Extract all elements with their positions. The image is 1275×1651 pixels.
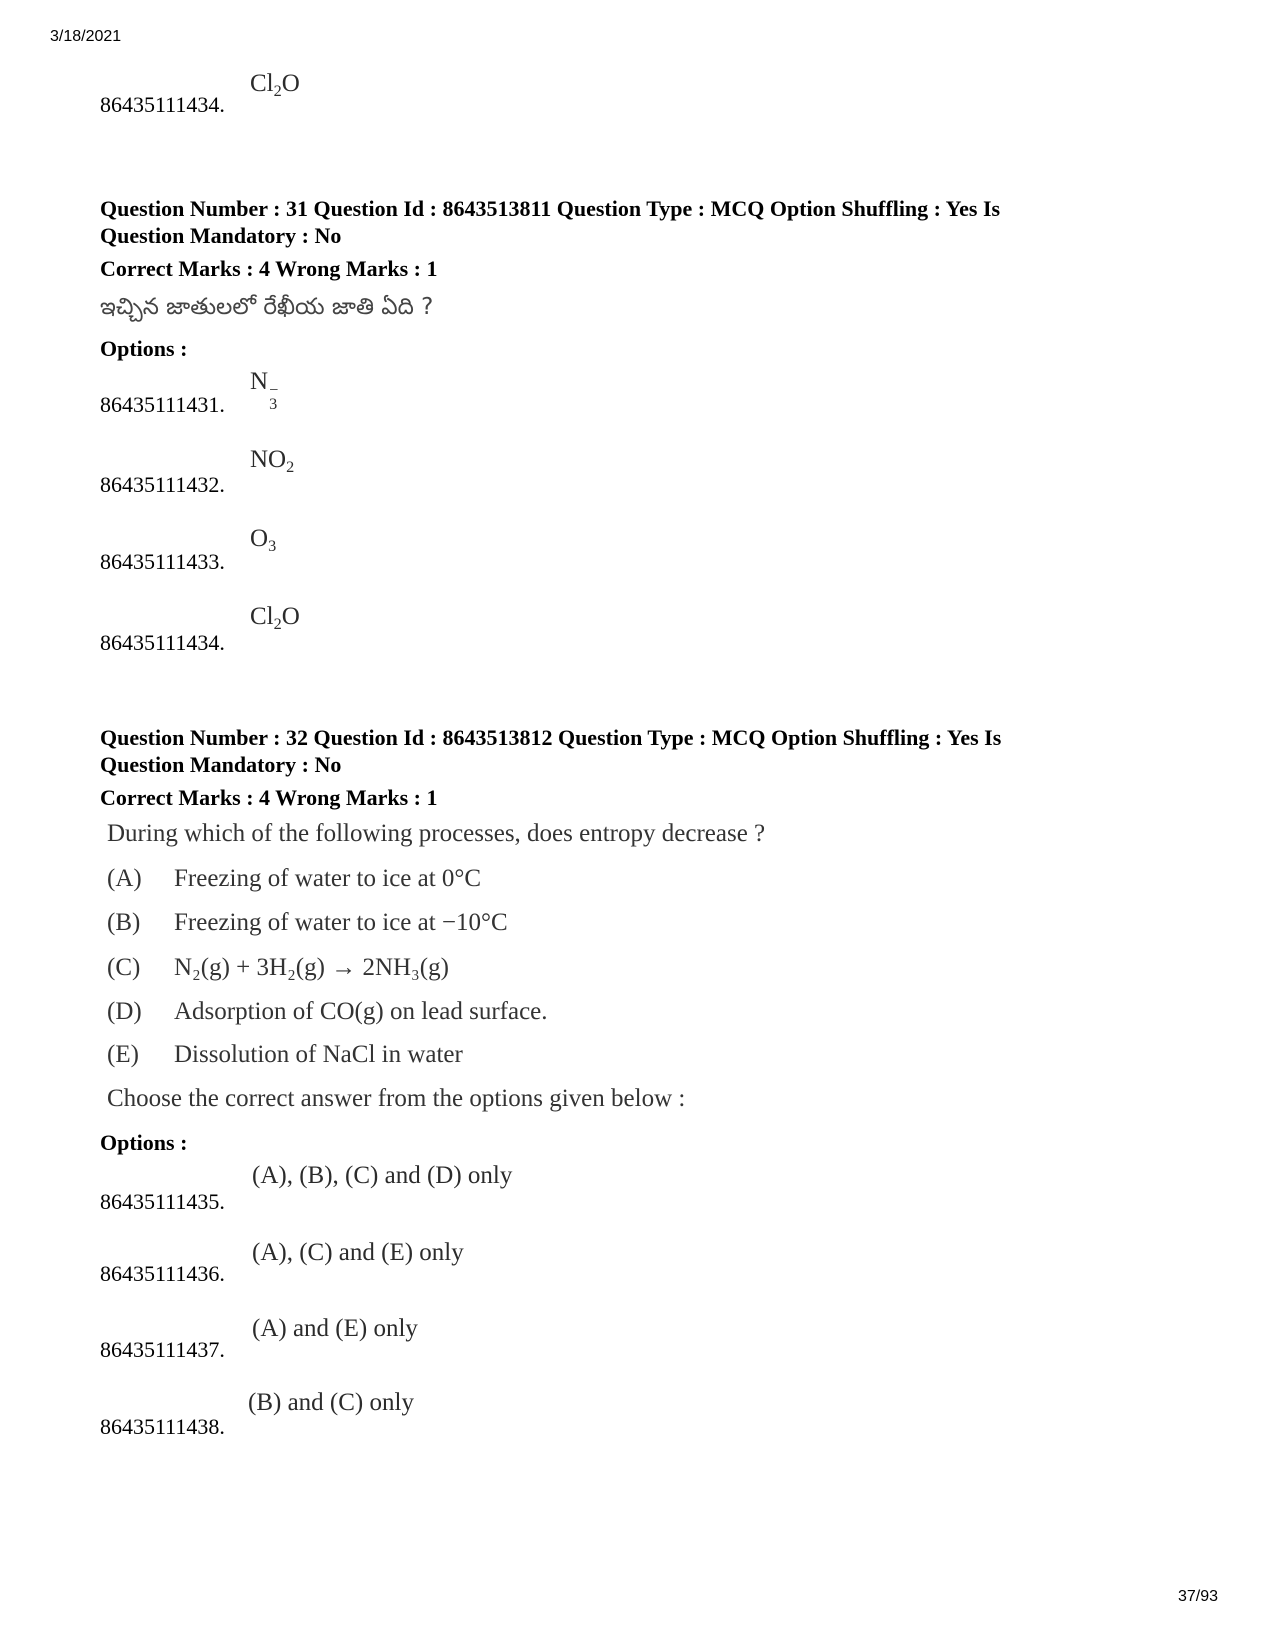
option-id: 86435111437.	[100, 1337, 225, 1362]
question-32-marks: Correct Marks : 4 Wrong Marks : 1	[100, 785, 438, 810]
statement-label: (E)	[107, 1041, 139, 1068]
option-id: 86435111432.	[100, 472, 225, 497]
statement-text: N₂(g) + 3H₂(g) → 2NH₃(g)	[174, 954, 449, 981]
question-31-text: ఇచ్చిన జాతులలో రేఖీయ జాతి ఏది ?	[100, 294, 434, 320]
option-id: 86435111435.	[100, 1189, 225, 1214]
question-32-meta: Question Number : 32 Question Id : 8643513812 Question Type : MCQ Option Shuffling : Yes Is	[100, 725, 1002, 750]
option-id: 86435111434.	[100, 630, 225, 655]
option-text: (A), (C) and (E) only	[252, 1239, 464, 1266]
option-id: 86435111433.	[100, 549, 225, 574]
statement-text: Adsorption of CO(g) on lead surface.	[174, 998, 548, 1025]
question-31-options-label: Options :	[100, 336, 188, 361]
question-31-mandatory: Question Mandatory : No	[100, 223, 342, 248]
page-number: 37/93	[1178, 1588, 1219, 1605]
option-formula: $O_3$	[250, 525, 277, 555]
option-formula: $NO_2$	[250, 446, 295, 476]
option-id: 86435111438.	[100, 1414, 225, 1439]
statement-text: Freezing of water to ice at −10°C	[174, 909, 508, 936]
option-formula: $Cl_2O$	[250, 70, 300, 100]
question-32-text: During which of the following processes, does entropy decrease ?	[107, 820, 766, 847]
question-31-meta: Question Number : 31 Question Id : 8643513811 Question Type : MCQ Option Shuffling : Yes Is	[100, 196, 1001, 221]
option-id: 86435111436.	[100, 1261, 225, 1286]
statement-label: (C)	[107, 954, 141, 981]
question-32-mandatory: Question Mandatory : No	[100, 752, 342, 777]
option-text: (A), (B), (C) and (D) only	[252, 1162, 513, 1189]
option-text: (B) and (C) only	[248, 1389, 414, 1416]
option-id: 86435111431.	[100, 392, 225, 417]
option-formula: $Cl_2O$	[250, 603, 300, 633]
question-32-instruction: Choose the correct answer from the options given below :	[107, 1085, 686, 1112]
print-date: 3/18/2021	[50, 28, 122, 45]
option-text: (A) and (E) only	[252, 1315, 418, 1342]
statement-label: (D)	[107, 998, 142, 1025]
statement-text: Dissolution of NaCl in water	[174, 1041, 463, 1068]
statement-label: (B)	[107, 909, 141, 936]
statement-label: (A)	[107, 865, 142, 892]
question-32-options-label: Options :	[100, 1130, 188, 1155]
statement-text: Freezing of water to ice at 0°C	[174, 865, 482, 892]
option-id: 86435111434.	[100, 92, 225, 117]
option-formula: N − 3	[250, 368, 279, 414]
question-31-marks: Correct Marks : 4 Wrong Marks : 1	[100, 256, 438, 281]
